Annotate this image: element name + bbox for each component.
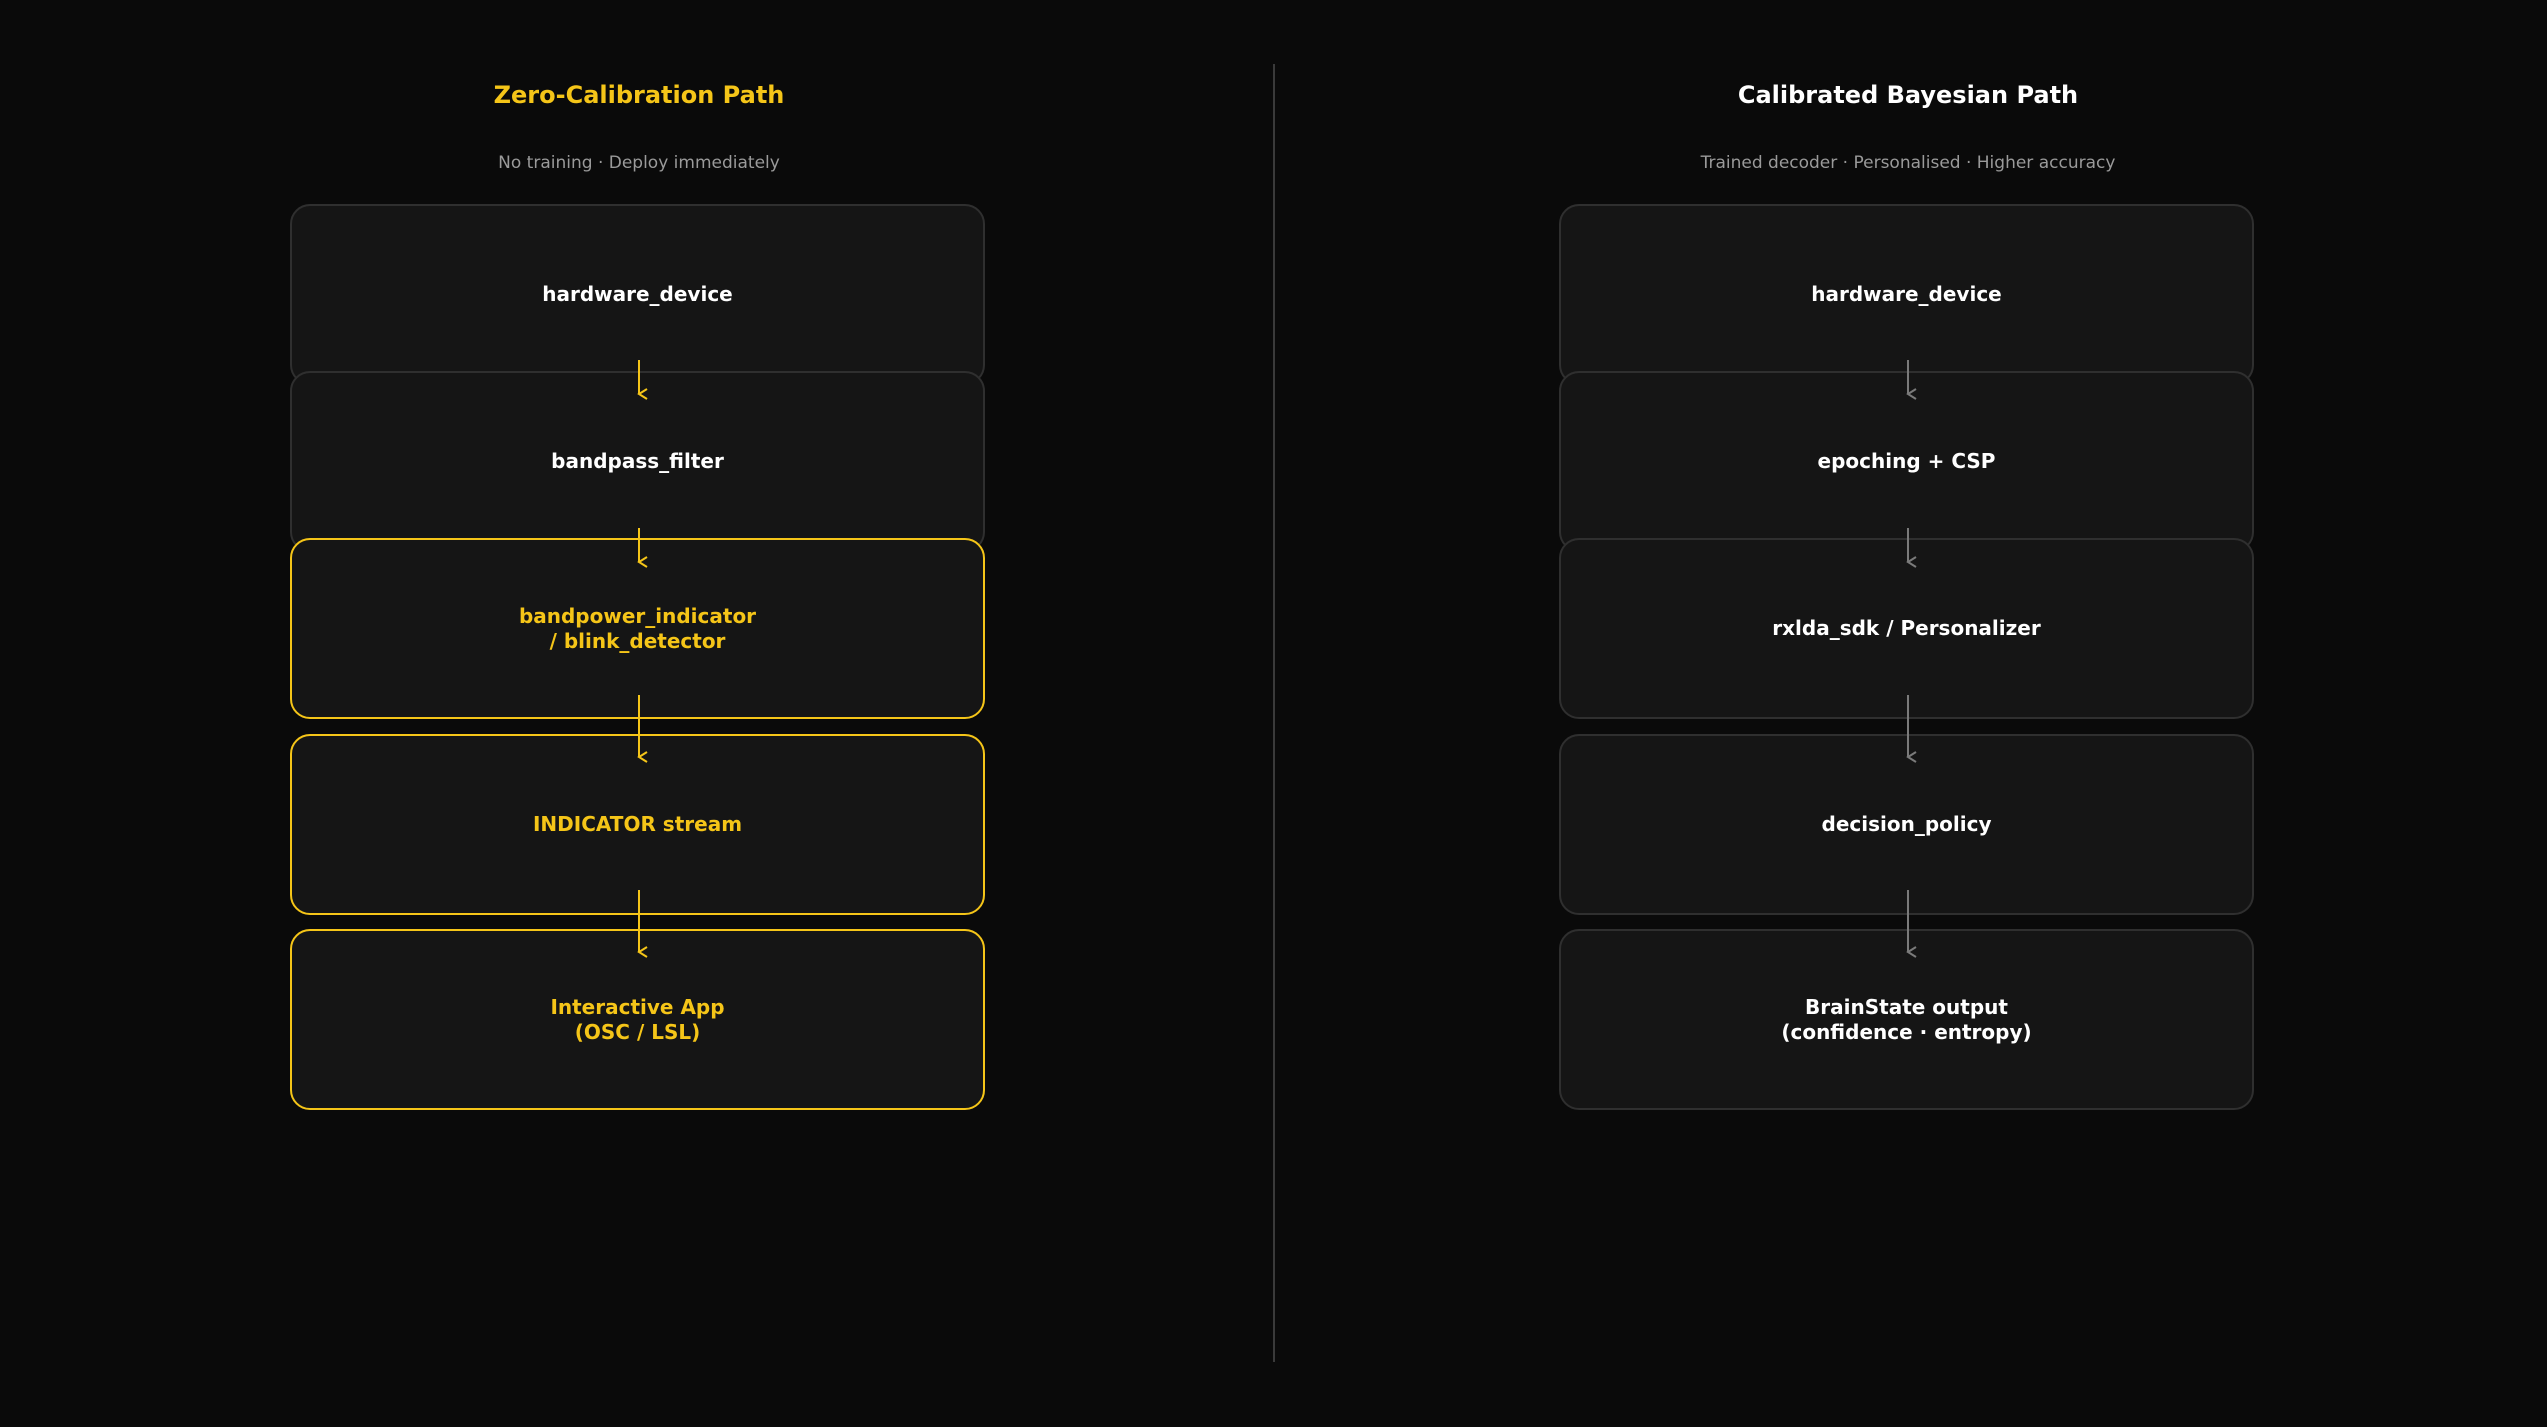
left-panel-title: Zero-Calibration Path	[493, 81, 785, 109]
right-node-decision-policy	[1559, 734, 2254, 915]
panel-divider	[1273, 64, 1275, 1362]
node-label: bandpower_indicator / blink_detector	[518, 603, 757, 653]
right-node-rxlda-personalizer	[1559, 538, 2254, 719]
node-label: BrainState output (confidence · entropy)	[1781, 994, 2032, 1044]
node-label: hardware_device	[542, 282, 733, 306]
left-node-bandpower-indicator	[290, 538, 985, 719]
right-panel-subtitle: Trained decoder · Personalised · Higher accuracy	[1700, 153, 2116, 173]
node-label: bandpass_filter	[551, 449, 724, 473]
right-node-brainstate-output	[1559, 929, 2254, 1110]
left-node-hardware-device	[290, 204, 985, 385]
left-node-interactive-app	[290, 929, 985, 1110]
right-node-hardware-device	[1559, 204, 2254, 385]
node-label: hardware_device	[1811, 282, 2002, 306]
right-node-epoching-csp	[1559, 371, 2254, 552]
node-label: INDICATOR stream	[532, 812, 743, 836]
node-label: decision_policy	[1821, 812, 1992, 836]
left-panel-subtitle: No training · Deploy immediately	[498, 153, 780, 173]
node-label: Interactive App (OSC / LSL)	[550, 994, 725, 1044]
left-node-indicator-stream	[290, 734, 985, 915]
left-node-bandpass-filter	[290, 371, 985, 552]
node-label: epoching + CSP	[1817, 449, 1996, 473]
node-label: rxlda_sdk / Personalizer	[1772, 616, 2041, 640]
right-panel-title: Calibrated Bayesian Path	[1737, 81, 2079, 109]
